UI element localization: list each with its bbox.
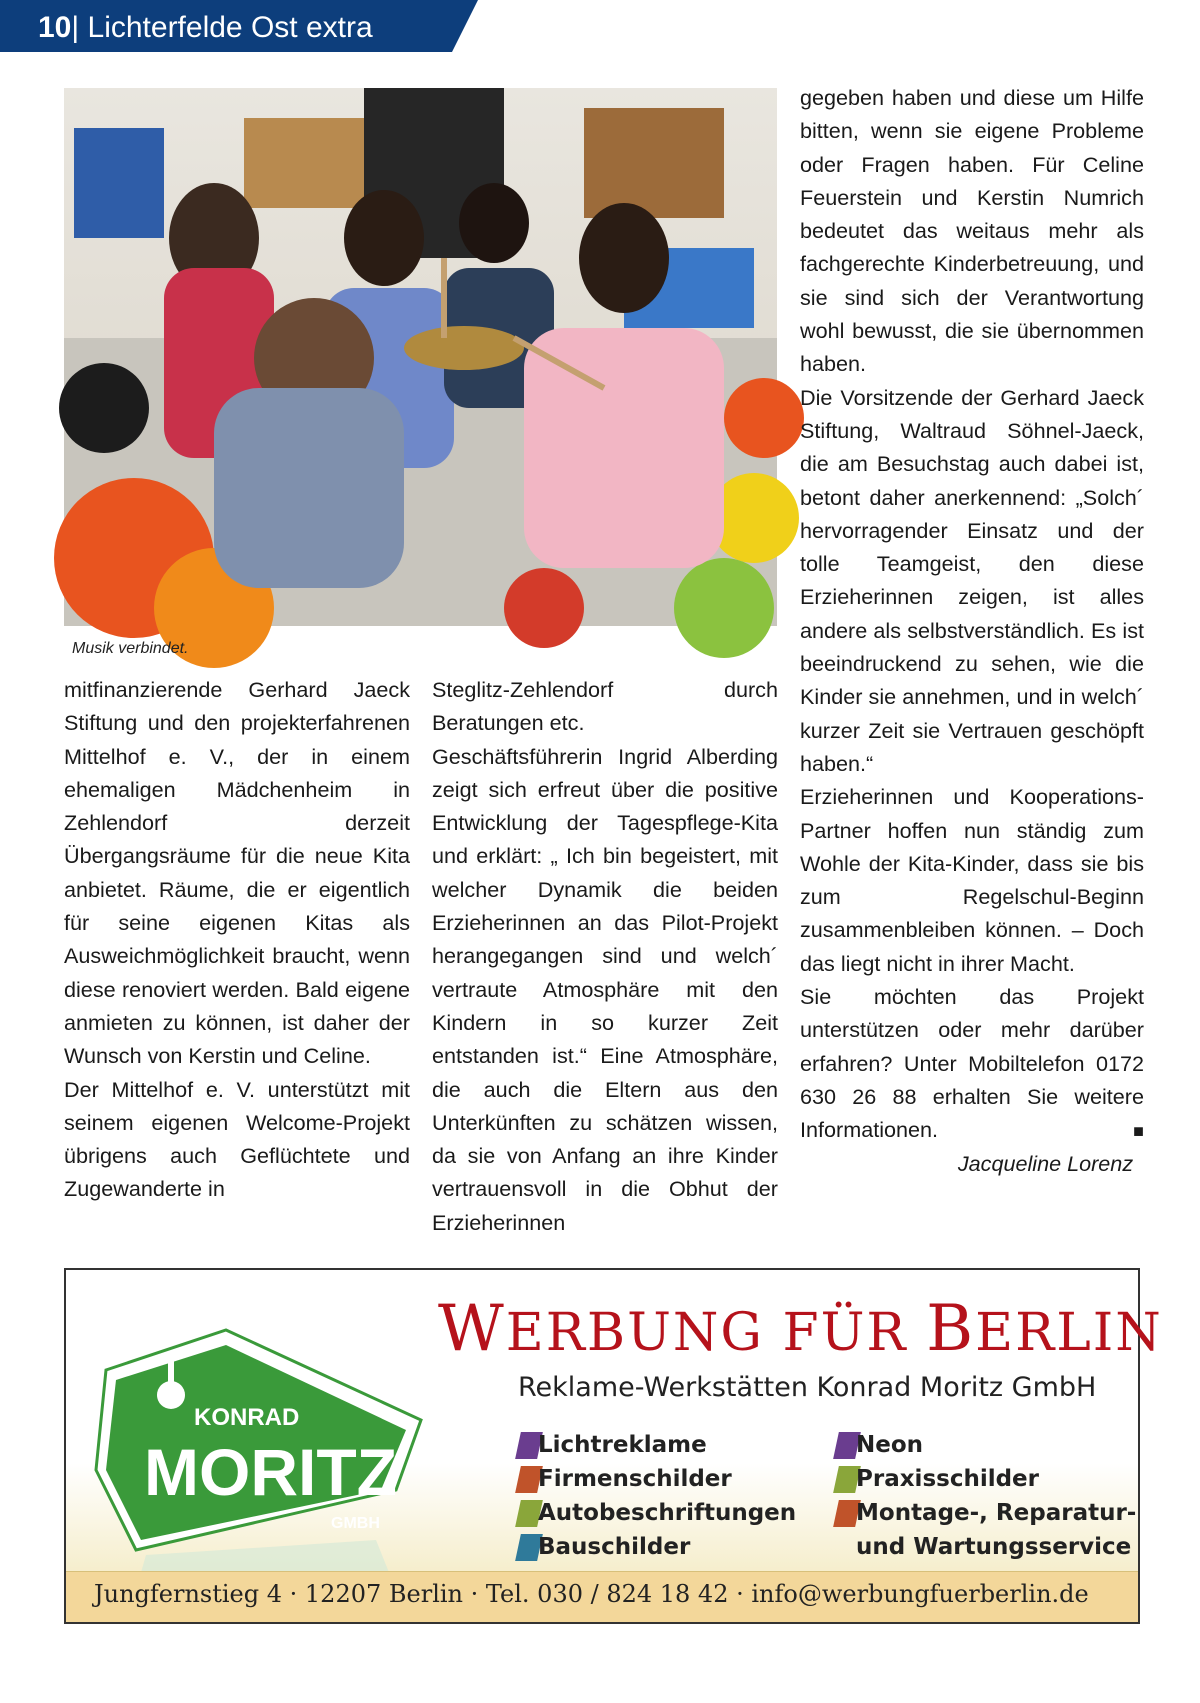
- paragraph: Die Vorsitzende der Gerhard Jaeck Stiftung, Waltraud Söhnel-Jaeck, die am Besuchstag auch dabei ist, betont daher anerkennend: „Solch´ hervorragender Einsatz und der tolle Teamgeist, den diese Erzieherinnen zeigen, ist alles andere als selbstverständlich. Es ist beeindruckend zu sehen, wie die Kinder sie annehmen, und in welch´ kurzer Zeit sie Vertrauen geschöpft haben.“: [800, 384, 1144, 776]
- ad-title-part1: ERBUNG FÜR: [505, 1303, 927, 1363]
- ad-subtitle: Reklame-Werkstätten Konrad Moritz GmbH: [518, 1372, 1097, 1403]
- logo-bottom-text: GMBH: [331, 1515, 380, 1532]
- service-item: Montage-, Reparatur-: [834, 1496, 1136, 1530]
- photo-children-music: [64, 88, 777, 626]
- paragraph: Der Mittelhof e. V. unterstützt mit seinem eigenen Welcome-Projekt übrigens auch Geflüchtete und Zugewanderte in: [64, 1076, 410, 1202]
- ad-title-part2: ERLIN: [975, 1303, 1163, 1363]
- paragraph-last: [800, 980, 1144, 1146]
- paragraph: Geschäftsführerin Ingrid Alberding zeigt sich erfreut über die positive Entwicklung der Tagespflege-Kita und erklärt: „ Ich bin begeistert, mit welcher Dynamik die beiden Erzieherinnen an das Pilot-Projekt herangegangen sind und welch´ vertraute Atmosphäre mit den Kindern in so kurzer Zeit entstanden ist.“ Eine Atmosphäre, die auch die Eltern aus den Unterkünften zu schätzen wissen, da sie von Anfang an ihre Kinder vertrauensvoll in die Obhut der Erzieherinnen: [432, 743, 778, 1235]
- service-item: Bauschilder: [516, 1530, 796, 1564]
- ad-title-w: W: [438, 1292, 506, 1366]
- service-item: und Wartungsservice: [856, 1534, 1132, 1560]
- moritz-logo: [76, 1290, 476, 1590]
- paragraph: mitfinanzierende Gerhard Jaeck Stiftung und den projekterfahrenen Mittelhof e. V., der in einem ehemaligen Mädchenheim in Zehlendorf derzeit Übergangsräume für die neue Kita anbietet. Räume, die er eigentlich für seine eigenen Kitas als Ausweichmöglichkeit braucht, wenn diese renoviert werden. Bald eigene anmieten zu können, ist daher der Wunsch von Kerstin und Celine.: [64, 677, 410, 1069]
- end-mark: ■: [1133, 1121, 1144, 1142]
- paragraph: Steglitz-Zehlendorf durch Beratungen etc.: [432, 677, 778, 736]
- header-text: [38, 11, 373, 45]
- ad-contact: Jungfernstieg 4 · 12207 Berlin · Tel. 030 / 824 18 42 · info@werbungfuerberlin.de: [94, 1580, 1089, 1608]
- service-item: Praxisschilder: [834, 1462, 1136, 1496]
- ad-title: [438, 1292, 1163, 1366]
- service-item: Firmenschilder: [516, 1462, 796, 1496]
- article-column-2: [432, 673, 778, 1239]
- ad-title-b: B: [926, 1292, 976, 1366]
- author-name: Jacqueline Lorenz: [957, 1150, 1134, 1176]
- paragraph: Sie möchten das Projekt unterstützen oder mehr darüber erfahren? Unter Mobiltelefon 0172 630 26 88 erhalten Sie weitere Informationen.: [800, 984, 1144, 1143]
- service-item: Lichtreklame: [516, 1428, 796, 1462]
- advertisement: [64, 1268, 1163, 1624]
- logo-top-text: KONRAD: [194, 1404, 300, 1431]
- page-number: 10: [38, 11, 72, 44]
- ad-footer: [66, 1571, 1138, 1622]
- header-separator: |: [71, 11, 80, 44]
- services-left: [516, 1428, 796, 1564]
- photo-caption: Musik verbindet.: [72, 640, 189, 657]
- section-header: [0, 0, 478, 52]
- paragraph: gegeben haben und diese um Hilfe bitten, wenn sie eigene Probleme oder Fragen haben. Für Celine Feuerstein und Kerstin Numrich bedeutet das weitaus mehr als fachgerechte Kinderbetreuung, und sie sind sich der Verantwortung wohl bewusst, die sie übernommen haben.: [800, 85, 1144, 377]
- article-column-3: [800, 81, 1144, 1180]
- paragraph: Erzieherinnen und Kooperations-Partner hoffen nun ständig zum Wohle der Kita-Kinder, dass sie bis zum Regelschul-Beginn zusammenbleiben können. – Doch das liegt nicht in ihrer Macht.: [800, 784, 1144, 976]
- section-title: Lichterfelde Ost extra: [87, 11, 373, 44]
- service-item: Neon: [834, 1428, 1136, 1462]
- article-photo: [64, 88, 777, 626]
- logo-main-text: MORITZ: [144, 1435, 397, 1509]
- services-right: [834, 1428, 1136, 1564]
- service-item: Autobeschriftungen: [516, 1496, 796, 1530]
- article-column-1: [64, 673, 410, 1206]
